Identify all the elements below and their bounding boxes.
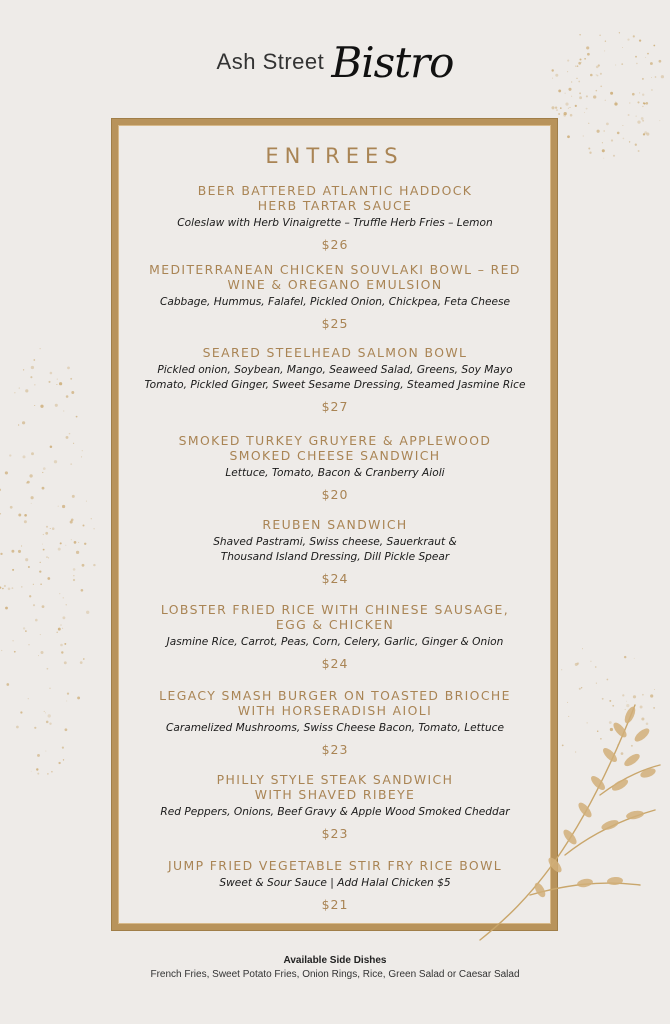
gold-speckle	[62, 628, 63, 629]
gold-speckle	[70, 378, 72, 380]
gold-speckle	[551, 106, 554, 109]
gold-speckle	[43, 467, 46, 470]
gold-speckle	[602, 149, 605, 152]
gold-speckle	[23, 455, 26, 458]
gold-speckle	[86, 611, 89, 614]
side-dishes-list: French Fries, Sweet Potato Fries, Onion Rings, Rice, Green Salad or Caesar Salad	[150, 969, 520, 980]
gold-speckle	[18, 550, 21, 553]
gold-speckle	[48, 381, 50, 383]
gold-speckle	[42, 605, 45, 608]
gold-speckle	[57, 379, 58, 380]
gold-speckle	[643, 133, 645, 135]
gold-speckle	[73, 579, 75, 581]
gold-speckle	[80, 661, 83, 664]
gold-speckle	[606, 123, 609, 126]
gold-speckle	[603, 158, 604, 159]
gold-speckle	[8, 588, 11, 591]
gold-speckle	[71, 391, 74, 394]
side-dishes-title: Available Side Dishes	[283, 955, 387, 966]
restaurant-logo	[0, 38, 670, 87]
gold-speckle	[567, 135, 570, 138]
menu-item	[120, 183, 550, 252]
gold-speckle	[50, 445, 53, 448]
gold-speckle	[602, 142, 603, 143]
gold-speckle	[568, 108, 569, 109]
gold-speckle	[2, 588, 4, 590]
item-price: $24	[321, 571, 349, 586]
gold-speckle	[4, 585, 6, 587]
gold-speckle	[44, 711, 45, 712]
section-heading: ENTREES	[265, 144, 404, 168]
item-price: $24	[321, 656, 349, 671]
gold-speckle	[29, 474, 32, 477]
gold-speckle	[46, 721, 49, 724]
gold-speckle	[25, 630, 27, 632]
gold-speckle	[558, 89, 561, 92]
item-name: BEER BATTERED ATLANTIC HADDOCK HERB TARTAR SAUCE	[197, 183, 473, 213]
gold-speckle	[12, 640, 13, 641]
gold-speckle	[83, 658, 85, 660]
gold-speckle	[10, 506, 13, 509]
gold-speckle	[595, 666, 597, 668]
logo-script-text: Bistro	[331, 38, 454, 87]
gold-speckle	[18, 424, 19, 425]
gold-speckle	[40, 562, 41, 563]
gold-speckle	[29, 595, 31, 597]
gold-speckle	[58, 548, 61, 551]
item-name: LOBSTER FRIED RICE WITH CHINESE SAUSAGE, EGG & CHICKEN	[160, 602, 510, 632]
gold-speckle	[59, 382, 62, 385]
gold-speckle	[586, 108, 588, 110]
gold-speckle	[65, 545, 66, 546]
gold-speckle	[67, 367, 70, 370]
gold-speckle	[589, 152, 591, 154]
item-price: $27	[321, 399, 349, 414]
menu-item	[120, 262, 550, 331]
gold-speckle	[58, 506, 59, 507]
gold-speckle	[31, 496, 34, 499]
gold-speckle	[34, 727, 36, 729]
gold-speckle	[55, 404, 58, 407]
gold-speckle	[33, 604, 35, 606]
gold-speckle	[42, 487, 45, 490]
gold-speckle	[596, 683, 597, 684]
gold-speckle	[35, 619, 38, 622]
gold-speckle	[72, 495, 75, 498]
gold-speckle	[637, 120, 640, 123]
gold-speckle	[0, 553, 2, 555]
gold-speckle	[42, 472, 43, 473]
gold-speckle	[78, 542, 79, 543]
gold-speckle	[47, 668, 49, 670]
gold-speckle	[63, 411, 64, 412]
gold-speckle	[659, 120, 660, 121]
gold-leaf-branch-icon	[470, 685, 670, 945]
gold-speckle	[84, 543, 86, 545]
gold-speckle	[70, 463, 72, 465]
gold-speckle	[69, 433, 71, 435]
item-description: Jasmine Rice, Carrot, Peas, Corn, Celery, Garlic, Ginger & Onion	[166, 636, 504, 648]
gold-speckle	[45, 712, 46, 713]
gold-speckle	[617, 132, 620, 135]
gold-speckle	[77, 696, 80, 699]
gold-speckle	[64, 643, 66, 645]
gold-speckle	[60, 542, 62, 544]
gold-speckle	[43, 534, 44, 535]
gold-speckle	[610, 92, 613, 95]
gold-speckle	[597, 130, 600, 133]
gold-speckle	[0, 513, 1, 514]
gold-speckle	[76, 551, 79, 554]
gold-speckle	[66, 436, 69, 439]
item-description: Sweet & Sour Sauce | Add Halal Chicken $5	[219, 877, 451, 889]
gold-speckle	[65, 728, 68, 731]
gold-speckle	[603, 130, 605, 132]
gold-speckle	[82, 524, 84, 526]
gold-speckle	[73, 575, 74, 576]
gold-speckle	[43, 549, 45, 551]
gold-speckle	[605, 100, 606, 101]
gold-speckle	[590, 661, 591, 662]
gold-speckle	[642, 94, 644, 96]
gold-speckle	[23, 627, 25, 629]
gold-speckle	[45, 751, 46, 752]
menu-item	[120, 517, 550, 586]
gold-speckle	[646, 102, 649, 105]
gold-speckle	[583, 135, 584, 136]
gold-speckle	[47, 773, 48, 774]
gold-speckle	[52, 527, 55, 530]
gold-speckle	[641, 117, 644, 120]
gold-speckle	[579, 92, 581, 94]
gold-speckle	[571, 96, 572, 97]
item-description: Caramelized Mushrooms, Swiss Cheese Bacon, Tomato, Lettuce	[165, 722, 505, 734]
gold-speckle	[49, 723, 51, 725]
gold-speckle	[11, 550, 14, 553]
gold-speckle	[28, 644, 29, 645]
gold-speckle	[41, 651, 44, 654]
gold-speckle	[27, 481, 30, 484]
item-name: LEGACY SMASH BURGER ON TOASTED BRIOCHE WITH HORSERADISH AIOLI	[159, 688, 511, 718]
gold-speckle	[555, 107, 557, 109]
gold-speckle	[24, 514, 27, 517]
gold-speckle	[568, 88, 571, 91]
gold-speckle	[48, 557, 49, 558]
gold-speckle	[623, 138, 625, 140]
gold-speckle	[58, 762, 60, 764]
gold-speckle	[86, 501, 87, 502]
gold-speckle	[31, 503, 32, 504]
gold-speckle	[33, 359, 35, 361]
gold-speckle	[76, 416, 78, 418]
gold-speckle	[634, 658, 635, 659]
gold-speckle	[12, 587, 14, 589]
gold-speckle	[47, 577, 50, 580]
gold-speckle	[31, 771, 32, 772]
gold-speckle	[82, 450, 83, 451]
gold-speckle	[0, 488, 1, 491]
gold-speckle	[63, 597, 64, 598]
item-name: SEARED STEELHEAD SALMON BOWL	[202, 345, 468, 360]
gold-speckle	[639, 92, 640, 93]
gold-speckle	[575, 105, 577, 107]
gold-speckle	[23, 369, 24, 370]
gold-speckle	[570, 107, 571, 108]
gold-speckle	[642, 120, 644, 122]
item-name: MEDITERRANEAN CHICKEN SOUVLAKI BOWL – RED WINE & OREGANO EMULSION	[149, 262, 521, 292]
gold-speckle	[20, 711, 22, 713]
gold-speckle	[46, 526, 48, 528]
gold-speckle	[624, 656, 626, 658]
gold-speckle	[588, 123, 589, 124]
gold-speckle	[61, 651, 63, 653]
gold-speckle	[582, 648, 583, 649]
side-dishes	[0, 955, 670, 980]
gold-speckle	[584, 112, 585, 113]
gold-speckle	[39, 570, 41, 572]
gold-speckle	[93, 528, 94, 529]
gold-speckle	[25, 389, 28, 392]
logo-small-text: Ash Street	[216, 49, 325, 74]
gold-speckle	[5, 471, 8, 474]
item-name: SMOKED TURKEY GRUYERE & APPLEWOOD SMOKED CHEESE SANDWICH	[178, 433, 492, 463]
gold-speckle	[62, 747, 64, 749]
gold-speckle	[579, 96, 582, 99]
gold-speckle	[613, 155, 615, 157]
gold-speckle	[42, 544, 43, 545]
gold-speckle	[579, 34, 580, 35]
item-price: $25	[321, 316, 349, 331]
gold-speckle	[74, 541, 77, 544]
gold-speckle	[642, 106, 643, 107]
gold-speckle	[48, 714, 51, 717]
item-description: Red Peppers, Onions, Beef Gravy & Apple Wood Smoked Cheddar	[160, 806, 510, 818]
gold-speckle	[1, 650, 2, 651]
gold-speckle	[30, 376, 32, 378]
gold-speckle	[38, 655, 39, 656]
gold-speckle	[629, 102, 630, 103]
gold-speckle	[615, 101, 616, 102]
gold-speckle	[50, 528, 51, 529]
gold-speckle	[81, 456, 82, 457]
gold-speckle	[40, 348, 41, 349]
gold-speckle	[67, 693, 69, 695]
gold-speckle	[593, 95, 596, 98]
gold-speckle	[588, 148, 590, 150]
menu-item	[120, 345, 550, 414]
gold-speckle	[58, 628, 61, 631]
gold-speckle	[56, 384, 57, 385]
item-description: Lettuce, Tomato, Bacon & Cranberry Aioli	[225, 467, 445, 479]
gold-speckle	[611, 139, 613, 141]
gold-speckle	[66, 395, 69, 398]
gold-speckle	[60, 644, 63, 647]
gold-speckle	[91, 518, 92, 519]
gold-speckle	[16, 726, 19, 729]
menu-item	[120, 433, 550, 502]
gold-speckle	[570, 114, 573, 117]
gold-speckle	[563, 114, 566, 117]
gold-speckle	[46, 556, 48, 558]
gold-speckle	[31, 452, 34, 455]
gold-speckle	[24, 520, 27, 523]
gold-speckle	[22, 421, 25, 424]
gold-speckle	[28, 566, 30, 568]
gold-speckle	[34, 384, 35, 385]
item-name: REUBEN SANDWICH	[262, 517, 408, 532]
gold-speckle	[21, 586, 22, 587]
item-price: $23	[321, 826, 349, 841]
item-description: Cabbage, Hummus, Falafel, Pickled Onion, Chickpea, Feta Cheese	[159, 296, 511, 308]
gold-speckle	[81, 589, 84, 592]
gold-speckle	[632, 93, 635, 96]
gold-speckle	[14, 651, 16, 653]
gold-speckle	[5, 607, 8, 610]
gold-speckle	[50, 372, 53, 375]
gold-speckle	[40, 584, 41, 585]
gold-speckle	[62, 616, 65, 619]
gold-speckle	[66, 604, 67, 605]
gold-speckle	[34, 405, 35, 406]
gold-speckle	[66, 700, 67, 701]
gold-speckle	[21, 545, 22, 546]
gold-speckle	[586, 95, 588, 97]
gold-speckle	[565, 93, 566, 94]
gold-speckle	[556, 109, 558, 111]
gold-speckle	[37, 773, 39, 775]
gold-speckle	[62, 505, 65, 508]
gold-speckle	[73, 568, 76, 571]
gold-speckle	[629, 141, 630, 142]
gold-speckle	[93, 564, 95, 566]
gold-speckle	[18, 514, 21, 517]
gold-speckle	[0, 586, 1, 588]
item-price: $21	[321, 897, 349, 912]
gold-speckle	[71, 539, 72, 540]
gold-speckle	[64, 661, 67, 664]
gold-speckle	[12, 569, 14, 571]
gold-speckle	[45, 532, 48, 535]
gold-speckle	[28, 698, 29, 699]
item-price: $20	[321, 487, 349, 502]
gold-speckle	[628, 114, 630, 116]
gold-speckle	[33, 584, 34, 585]
gold-speckle	[25, 558, 28, 561]
gold-speckle	[56, 632, 58, 634]
gold-speckle	[9, 454, 11, 456]
gold-speckle	[82, 564, 85, 567]
item-price: $23	[321, 742, 349, 757]
gold-speckle	[643, 102, 645, 104]
gold-speckle	[36, 768, 38, 770]
gold-speckle	[37, 754, 40, 757]
gold-speckle	[636, 116, 637, 117]
gold-speckle	[40, 405, 43, 408]
gold-speckle	[651, 89, 653, 91]
gold-speckle	[558, 113, 560, 115]
item-price: $26	[321, 237, 349, 252]
gold-speckle	[599, 34, 601, 36]
item-description: Shaved Pastrami, Swiss cheese, Sauerkraut & Thousand Island Dressing, Dill Pickle Spear	[213, 536, 457, 563]
item-name: JUMP FRIED VEGETABLE STIR FRY RICE BOWL	[167, 858, 503, 873]
gold-speckle	[51, 771, 53, 773]
menu-item	[120, 602, 550, 671]
gold-speckle	[638, 150, 640, 152]
gold-speckle	[40, 634, 41, 635]
gold-speckle	[59, 593, 60, 594]
gold-speckle	[73, 443, 74, 444]
gold-speckle	[71, 518, 74, 521]
gold-speckle	[596, 90, 598, 92]
gold-speckle	[49, 688, 50, 689]
item-description: Pickled onion, Soybean, Mango, Seaweed Salad, Greens, Soy Mayo Tomato, Pickled Ginger, Sweet Sesame Dressing, Steamed Jasmine Rice	[144, 364, 526, 391]
gold-speckle	[63, 759, 64, 760]
gold-speckle	[614, 102, 617, 105]
gold-speckle	[19, 387, 20, 388]
gold-speckle	[560, 107, 562, 109]
item-description: Coleslaw with Herb Vinaigrette – Truffle Herb Fries – Lemon	[177, 217, 493, 229]
gold-speckle	[619, 32, 620, 33]
item-name: PHILLY STYLE STEAK SANDWICH WITH SHAVED RIBEYE	[216, 772, 454, 802]
gold-speckle	[14, 392, 15, 393]
gold-speckle	[622, 125, 623, 126]
gold-speckle	[577, 662, 579, 664]
gold-speckle	[31, 366, 34, 369]
gold-speckle	[561, 669, 562, 670]
gold-speckle	[637, 101, 639, 103]
gold-speckle	[6, 683, 9, 686]
gold-speckle	[607, 679, 609, 681]
gold-speckle	[54, 460, 57, 463]
gold-speckle	[635, 144, 637, 146]
gold-speckle	[565, 103, 568, 106]
gold-speckle	[60, 624, 62, 626]
